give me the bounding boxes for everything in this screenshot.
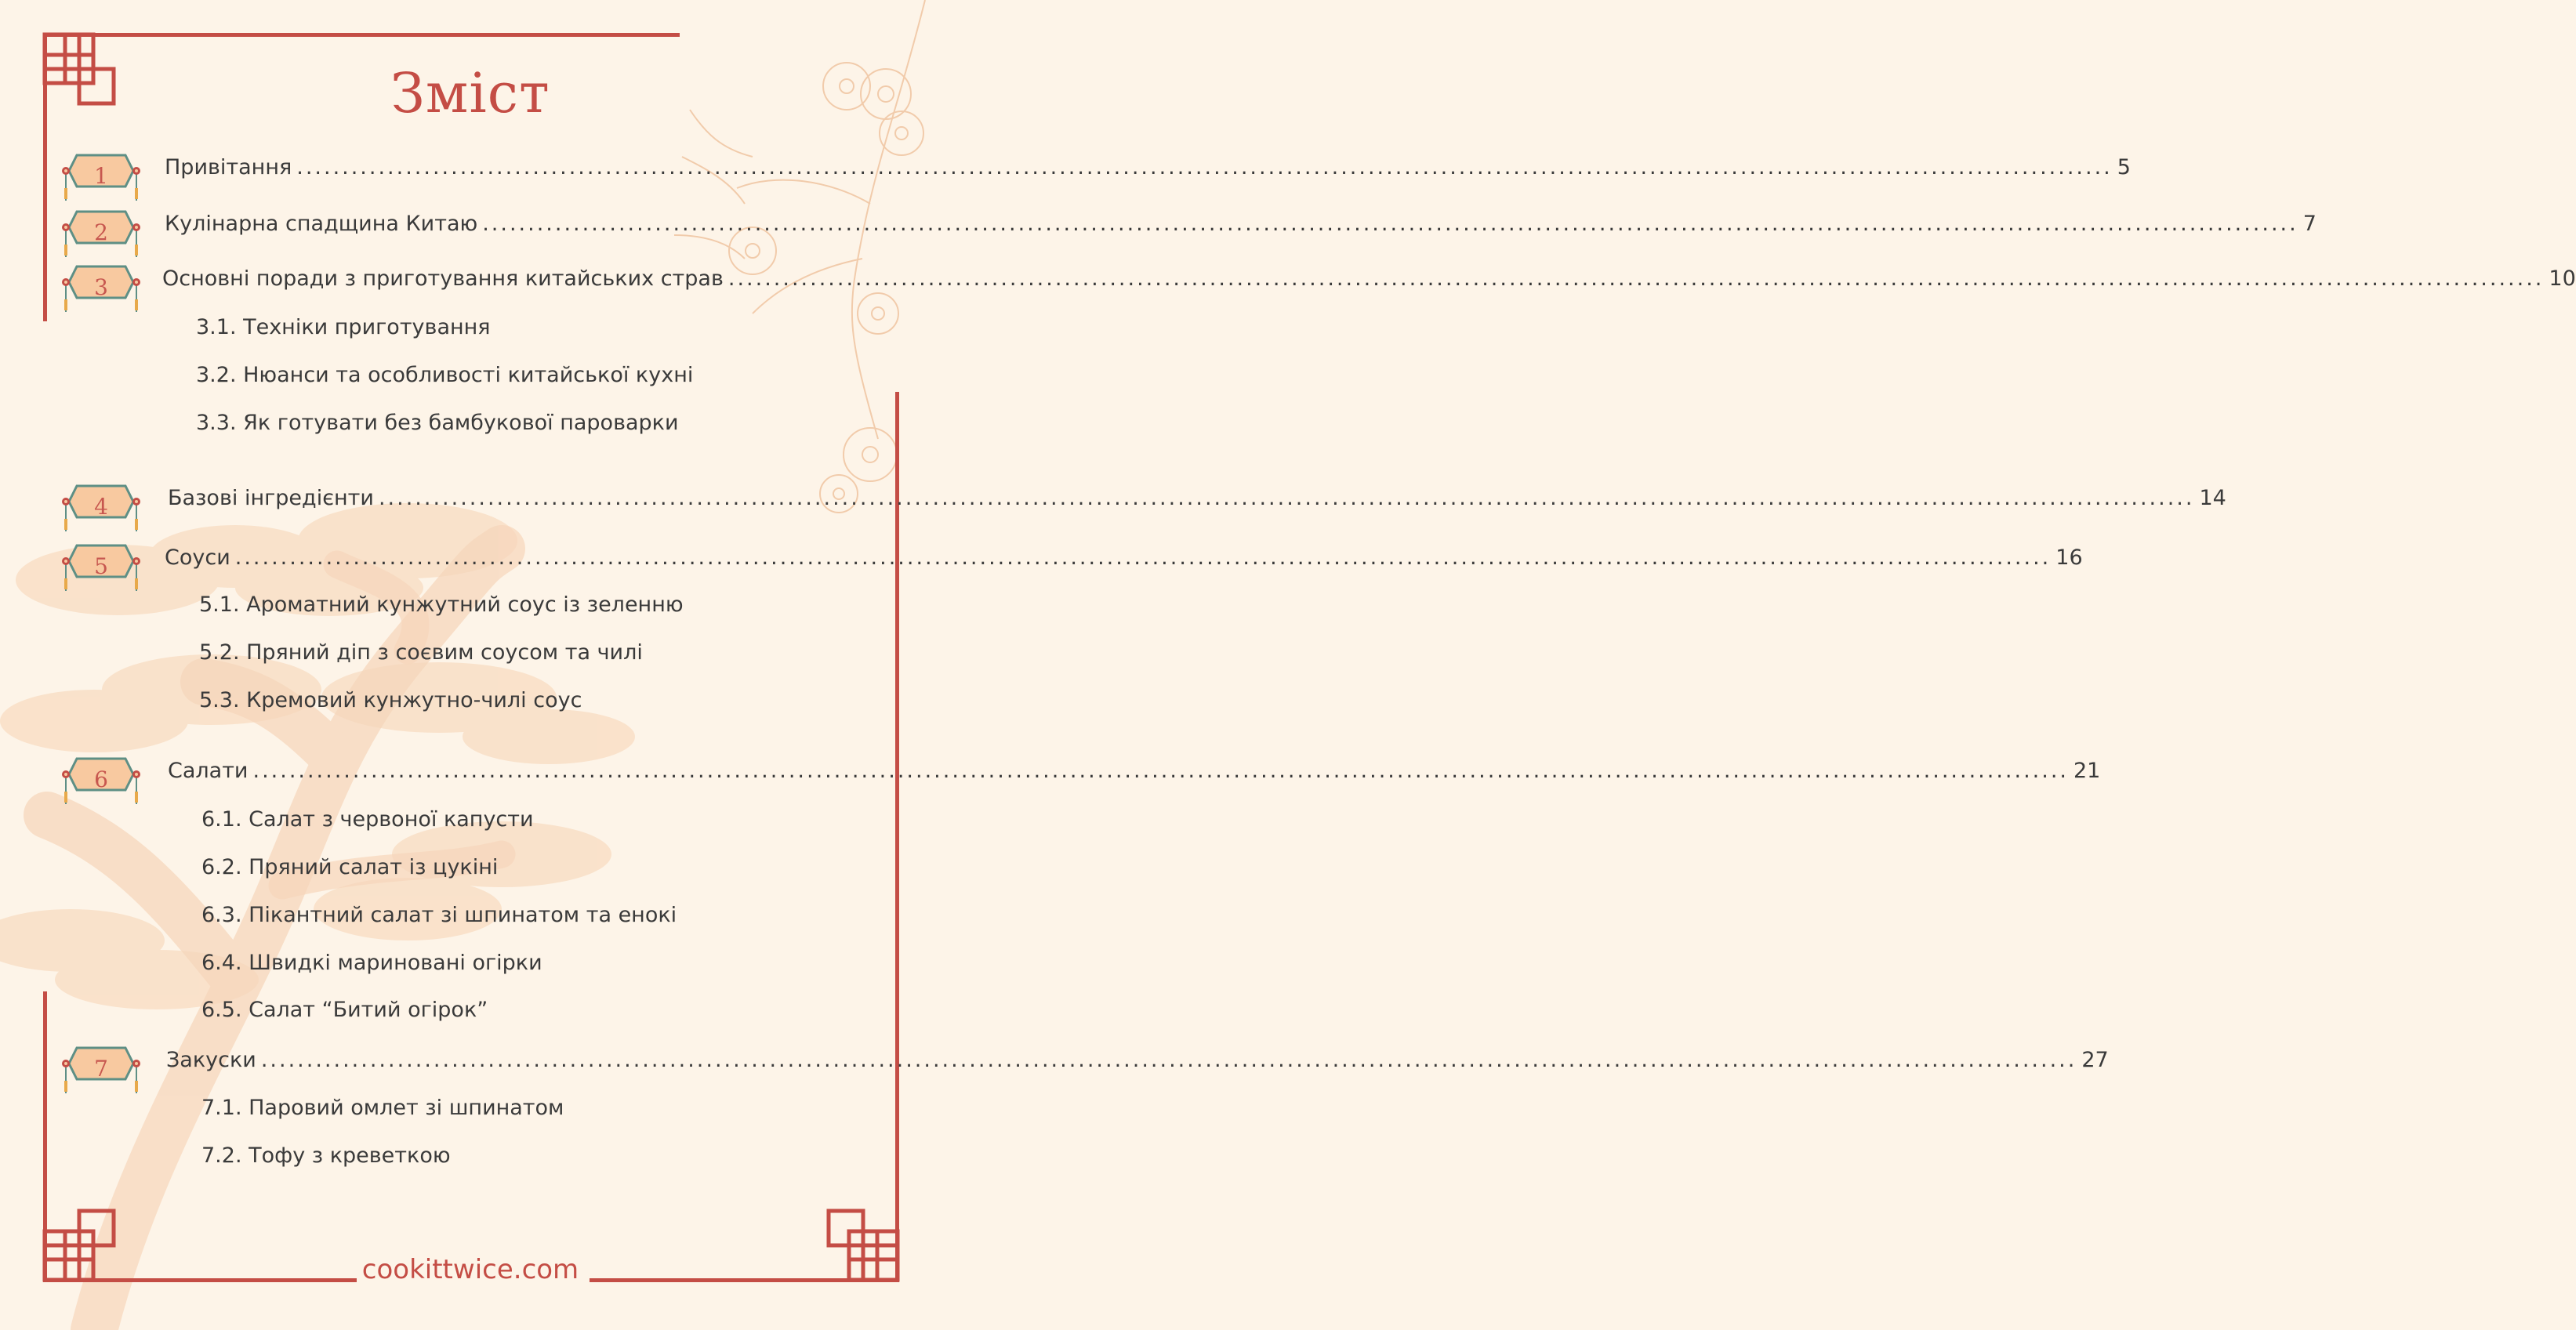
toc-entry-label: Привітання bbox=[165, 155, 292, 179]
chapter-badge bbox=[58, 483, 144, 538]
toc-leader-dots: ........................................................................................................................................................................................................ bbox=[378, 486, 2195, 510]
toc-subentry[interactable]: 6.3. Пікантний салат зі шпинатом та енокі bbox=[201, 903, 677, 927]
chapter-number: 7 bbox=[94, 1056, 108, 1082]
chapter-badge bbox=[58, 542, 144, 597]
toc-entry[interactable] bbox=[165, 155, 2131, 179]
toc-subentry[interactable]: 3.2. Нюанси та особливості китайської кухні bbox=[196, 363, 694, 387]
toc-leader-dots: ........................................................................................................................................................................................................ bbox=[252, 759, 2069, 783]
toc-entry-page: 16 bbox=[2055, 545, 2083, 570]
toc-entry-label: Основні поради з приготування китайських страв bbox=[162, 266, 724, 291]
page-title: Зміст bbox=[390, 61, 550, 125]
footer-website[interactable]: cookittwice.com bbox=[361, 1254, 579, 1285]
toc-subentry[interactable]: 7.2. Тофу з креветкою bbox=[201, 1143, 451, 1168]
toc-entry-page: 10 bbox=[2549, 266, 2576, 291]
toc-leader-dots: ........................................................................................................................................................................................................ bbox=[727, 266, 2545, 291]
toc-leader-dots: ........................................................................................................................................................................................................ bbox=[234, 545, 2052, 570]
toc-subentry[interactable]: 3.1. Техніки приготування bbox=[196, 315, 491, 339]
toc-subentry[interactable]: 3.3. Як готувати без бамбукової пароварки bbox=[196, 411, 679, 435]
toc-leader-dots: ........................................................................................................................................................................................................ bbox=[260, 1048, 2077, 1072]
chapter-number: 5 bbox=[94, 553, 108, 579]
chapter-badge bbox=[58, 152, 144, 207]
chapter-number: 2 bbox=[94, 219, 108, 245]
chapter-badge bbox=[58, 756, 144, 810]
chapter-badge bbox=[58, 263, 144, 318]
toc-entry-page: 7 bbox=[2302, 212, 2317, 236]
toc-entry-page: 14 bbox=[2199, 486, 2226, 510]
toc-subentry[interactable]: 6.2. Пряний салат із цукіні bbox=[201, 855, 499, 879]
toc-entry[interactable] bbox=[168, 759, 2101, 783]
chapter-number: 1 bbox=[94, 163, 108, 189]
toc-entry-label: Кулінарна спадщина Китаю bbox=[165, 212, 478, 236]
toc-leader-dots: ........................................................................................................................................................................................................ bbox=[482, 212, 2298, 236]
toc-entry[interactable] bbox=[162, 266, 2576, 291]
toc-entry[interactable] bbox=[165, 545, 2083, 570]
toc-subentry[interactable]: 5.2. Пряний діп з соєвим соусом та чилі bbox=[199, 640, 643, 665]
toc-entry[interactable] bbox=[166, 1048, 2109, 1072]
chapter-badge bbox=[58, 1045, 144, 1100]
toc-subentry[interactable]: 6.5. Салат “Битий огірок” bbox=[201, 998, 488, 1022]
toc-subentry[interactable]: 5.1. Ароматний кунжутний соус із зеленню bbox=[199, 593, 684, 617]
toc-subentry[interactable]: 6.1. Салат з червоної капусти bbox=[201, 807, 534, 832]
toc-entry[interactable] bbox=[168, 486, 2226, 510]
chapter-number: 3 bbox=[94, 274, 108, 300]
toc-entry-label: Салати bbox=[168, 759, 249, 783]
toc-leader-dots: ........................................................................................................................................................................................................ bbox=[296, 155, 2113, 179]
toc-entry-page: 21 bbox=[2073, 759, 2101, 783]
toc-subentry[interactable]: 7.1. Паровий омлет зі шпинатом bbox=[201, 1096, 564, 1120]
chapter-badge bbox=[58, 208, 144, 263]
toc-entry-page: 5 bbox=[2117, 155, 2131, 179]
toc-entry-label: Соуси bbox=[165, 545, 230, 570]
toc-subentry[interactable]: 6.4. Швидкі мариновані огірки bbox=[201, 951, 542, 975]
toc-entry-page: 27 bbox=[2081, 1048, 2109, 1072]
toc-entry-label: Закуски bbox=[166, 1048, 256, 1072]
chapter-number: 4 bbox=[94, 494, 108, 520]
toc-entry[interactable] bbox=[165, 212, 2317, 236]
chapter-number: 6 bbox=[94, 766, 108, 792]
toc-subentry[interactable]: 5.3. Кремовий кунжутно-чилі соус bbox=[199, 688, 582, 712]
toc-entry-label: Базові інгредієнти bbox=[168, 486, 374, 510]
